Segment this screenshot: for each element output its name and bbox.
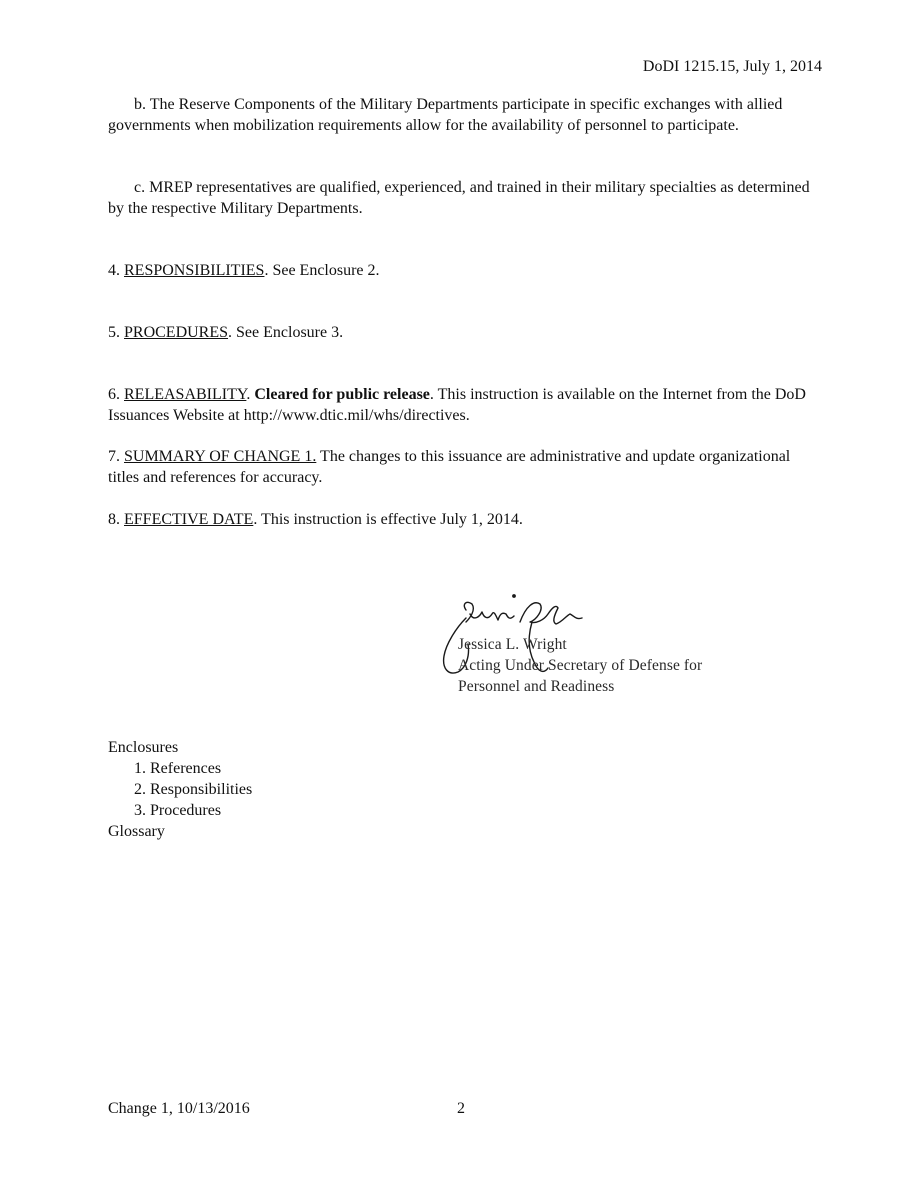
release-statement: Cleared for public release xyxy=(254,386,430,403)
signatory-name: Jessica L. Wright xyxy=(458,636,567,653)
enclosures-label: Enclosures xyxy=(108,739,179,756)
signatory-title: Acting Under Secretary of Defense for xyxy=(458,657,703,674)
section-7 xyxy=(108,446,820,488)
section-number: 5. xyxy=(108,324,124,341)
section-number: 6. xyxy=(108,386,124,403)
section-number: 7. xyxy=(108,448,124,465)
enclosures-list xyxy=(108,737,252,842)
section-6 xyxy=(108,384,820,426)
section-separator: . xyxy=(246,386,255,403)
enclosure-item: 1. References xyxy=(134,760,222,777)
enclosure-item: 3. Procedures xyxy=(134,802,222,819)
enclosure-item: 2. Responsibilities xyxy=(134,781,253,798)
section-body: . This instruction is available on the Internet from the DoD Issuances Website at http://www.dtic.mil/whs/directives. xyxy=(108,386,806,424)
paragraph-b: b. The Reserve Components of the Military Departments participate in specific exchanges with allied governments when mobilization requirements allow for the availability of personnel to participate. xyxy=(108,96,783,134)
section-body: . This instruction is effective July 1, 2014. xyxy=(253,511,523,528)
section-heading: EFFECTIVE DATE xyxy=(124,511,254,528)
section-heading: PROCEDURES xyxy=(124,324,229,341)
glossary-label: Glossary xyxy=(108,823,165,840)
signature-block xyxy=(436,592,756,702)
section-number: 4. xyxy=(108,262,124,279)
section-body: . See Enclosure 3. xyxy=(228,324,344,341)
section-8 xyxy=(108,509,820,530)
change-notice: Change 1, 10/13/2016 xyxy=(108,1100,250,1117)
section-number: 8. xyxy=(108,511,124,528)
page-number: 2 xyxy=(457,1100,465,1117)
section-heading: SUMMARY OF CHANGE 1. xyxy=(124,448,317,465)
section-heading: RESPONSIBILITIES xyxy=(124,262,265,279)
section-body: The changes to this issuance are administrative and update organizational titles and references for accuracy. xyxy=(108,448,791,486)
section-5 xyxy=(108,322,820,343)
document-header: DoDI 1215.15, July 1, 2014 xyxy=(642,58,822,75)
section-heading: RELEASABILITY xyxy=(124,386,247,403)
paragraph-c: c. MREP representatives are qualified, experienced, and trained in their military specialties as determined by the respective Military Departments. xyxy=(108,179,810,217)
section-4 xyxy=(108,260,820,281)
section-body: . See Enclosure 2. xyxy=(264,262,380,279)
signatory-organization: Personnel and Readiness xyxy=(458,678,615,695)
